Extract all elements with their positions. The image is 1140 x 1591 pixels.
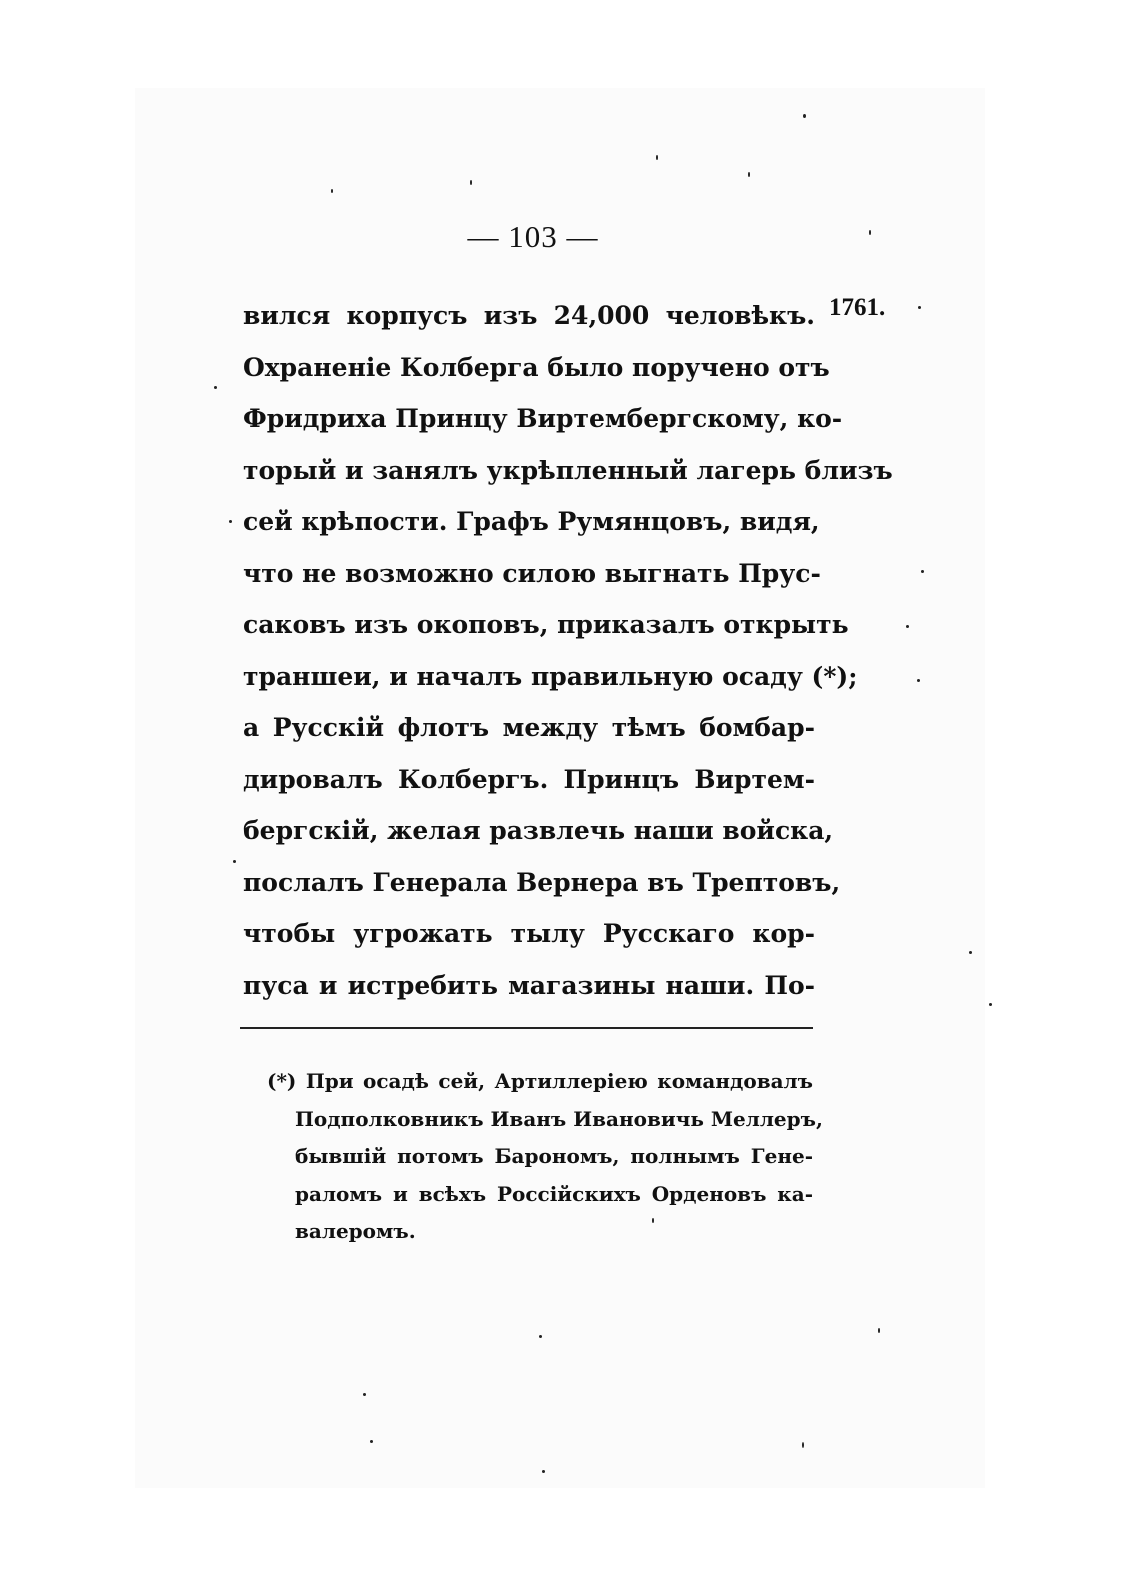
scan-speck [539,1335,542,1338]
footnote-divider [240,1027,813,1029]
body-line: послалъ Генерала Вернера въ Трептовъ, [243,867,841,897]
body-line: Охраненіе Колберга было поручено отъ [243,352,830,382]
footnote-line: раломъ и всѣхъ Россійскихъ Орденовъ ка- [295,1181,813,1206]
scan-speck [470,180,472,185]
body-line: сей крѣпости. Графъ Румянцовъ, видя, [243,507,820,536]
scan-speck [802,1442,804,1448]
scan-speck [652,1218,654,1223]
scan-speck [921,570,924,573]
scan-speck [229,520,232,523]
footnote-line: (*) При осадѣ сей, Артиллеріею командовалъ [267,1069,813,1093]
footnote-line: Подполковникъ Иванъ Ивановичь Меллеръ, [295,1106,823,1131]
footnote-line: бывшій потомъ Барономъ, полнымъ Гене- [295,1144,813,1168]
body-line: вился корпусъ изъ 24,000 человѣкъ. [243,301,815,330]
scan-speck [370,1440,373,1443]
scan-speck [969,951,972,954]
scan-speck [917,679,920,682]
footnote-line: валеромъ. [295,1219,416,1243]
body-line: Фридриха Принцу Виртембергскому, ко- [243,404,843,433]
body-line: саковъ изъ окоповъ, приказалъ открыть [243,610,849,639]
body-line: а Русскій флотъ между тѣмъ бомбар- [243,713,815,742]
body-line: торый и занялъ укрѣпленный лагерь близъ [243,455,893,485]
body-line: что не возможно силою выгнать Прус- [243,558,821,588]
scan-speck [214,386,217,389]
body-line: дировалъ Колбергъ. Принцъ Виртем- [243,764,815,794]
body-line: чтобы угрожать тылу Русскаго кор- [243,919,815,948]
scan-speck [542,1470,545,1473]
scan-speck [906,625,909,628]
body-line: пуса и истребить магазины наши. По- [243,970,815,1000]
scan-speck [869,230,871,235]
body-line: бергскій, желая развлечь наши войска, [243,816,834,845]
scan-speck [233,860,236,863]
scan-speck [363,1393,366,1396]
scan-speck [803,114,806,118]
footnote [267,1063,823,1251]
scan-speck [878,1328,880,1333]
scan-speck [748,172,750,177]
scan-speck [989,1003,992,1006]
margin-year: 1761. [829,294,886,321]
scan-speck [331,189,333,193]
scan-speck [656,155,658,160]
scan-speck [918,306,921,309]
page-number: — 103 — [467,219,599,254]
body-line: траншеи, и началъ правильную осаду (*); [243,661,858,691]
